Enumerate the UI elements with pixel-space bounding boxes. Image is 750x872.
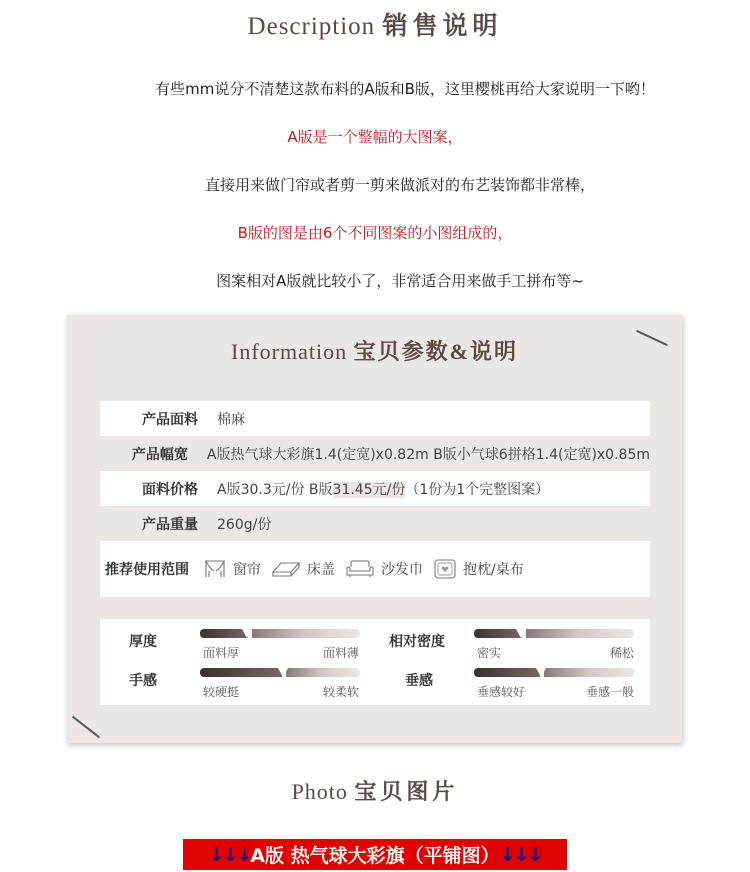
rating-left-density: 密实 [477,646,502,660]
usage-label: 抱枕/桌布 [463,562,524,578]
pillow-icon [433,558,457,580]
rating-left-drape: 垂感较好 [477,685,526,699]
rating-left-handfeel: 较硬挺 [203,685,240,699]
usage-item-sofa [345,559,423,579]
curtain-icon [203,559,227,579]
information-heading-cn: 宝贝参数&说明 [353,339,518,364]
banner-text: A版 热气球大彩旗（平铺图） [250,845,500,867]
description-heading [0,6,750,42]
bedcover-icon [271,559,301,579]
usage-label: 床盖 [307,562,335,578]
usage-item-bedcover [271,559,335,579]
description-heading-en: Description [247,13,376,40]
photo-banner [183,839,567,870]
pin-decoration [72,716,100,739]
rating-bar-handfeel [200,668,360,677]
usage-label: 窗帘 [233,562,261,578]
information-card [67,315,682,743]
information-heading-en: Information [231,339,348,364]
photo-heading [0,775,750,806]
spec-value: 260g/份 [217,516,272,533]
spec-row-price [100,471,650,506]
usage-item-pillow [433,558,524,580]
information-heading [67,335,682,366]
spec-key: 面料价格 [142,481,198,498]
photo-heading-en: Photo [291,779,348,804]
rating-bar-thickness [200,629,360,638]
description-line-1: 有些mm说分不清楚这款布料的A版和B版，这里樱桃再给大家说明一下哟！ [155,80,655,98]
usage-label: 沙发巾 [381,562,423,578]
description-line-3: 直接用来做门帘或者剪一剪来做派对的布艺装饰都非常棒， [204,176,595,194]
spec-key: 产品幅宽 [131,446,188,463]
arrow-down-icon: ↓↓↓ [208,843,251,866]
spec-key: 产品重量 [142,516,198,533]
spec-row-material [100,401,650,436]
rating-right-density: 稀松 [610,646,635,660]
rating-label-density: 相对密度 [389,634,445,650]
rating-right-drape: 垂感一般 [586,685,635,699]
description-line-2: A版是一个整幅的大图案， [287,128,463,146]
spec-value: 棉麻 [217,411,245,428]
usage-key: 推荐使用范围 [105,562,189,578]
description-line-4: B版的图是由6个不同图案的小图组成的， [237,224,513,242]
rating-right-thickness: 面料薄 [323,646,360,660]
ratings-panel [100,619,650,705]
price-a: A版30.3元/份 B版 [217,481,333,498]
rating-bar-drape [474,668,634,677]
sofa-icon [345,559,375,579]
rating-right-handfeel: 较柔软 [323,685,360,699]
arrow-down-icon: ↓↓↓ [499,843,542,866]
spec-value [198,479,549,499]
rating-label-thickness: 厚度 [129,634,157,650]
spec-value: A版热气球大彩旗1.4(定宽)x0.82m B版小气球6拼格1.4(定宽)x0.85m [206,446,650,463]
rating-bar-density [474,629,634,638]
rating-label-handfeel: 手感 [129,673,157,689]
rating-label-drape: 垂感 [405,673,433,689]
description-heading-cn: 销售说明 [382,13,503,40]
spec-table [100,401,650,541]
spec-row-weight [100,506,650,541]
description-line-5: 图案相对A版就比较小了，非常适合用来做手工拼布等~ [216,272,584,290]
rating-left-thickness: 面料厚 [203,646,240,660]
photo-heading-cn: 宝贝图片 [354,779,459,804]
price-note: （1份为1个完整图案） [405,481,550,498]
spec-row-width [100,436,650,471]
spec-key: 产品面料 [142,411,198,428]
usage-row [100,541,650,597]
usage-item-curtain [203,559,261,579]
price-b-highlight: 31.45元/份 [332,481,406,498]
